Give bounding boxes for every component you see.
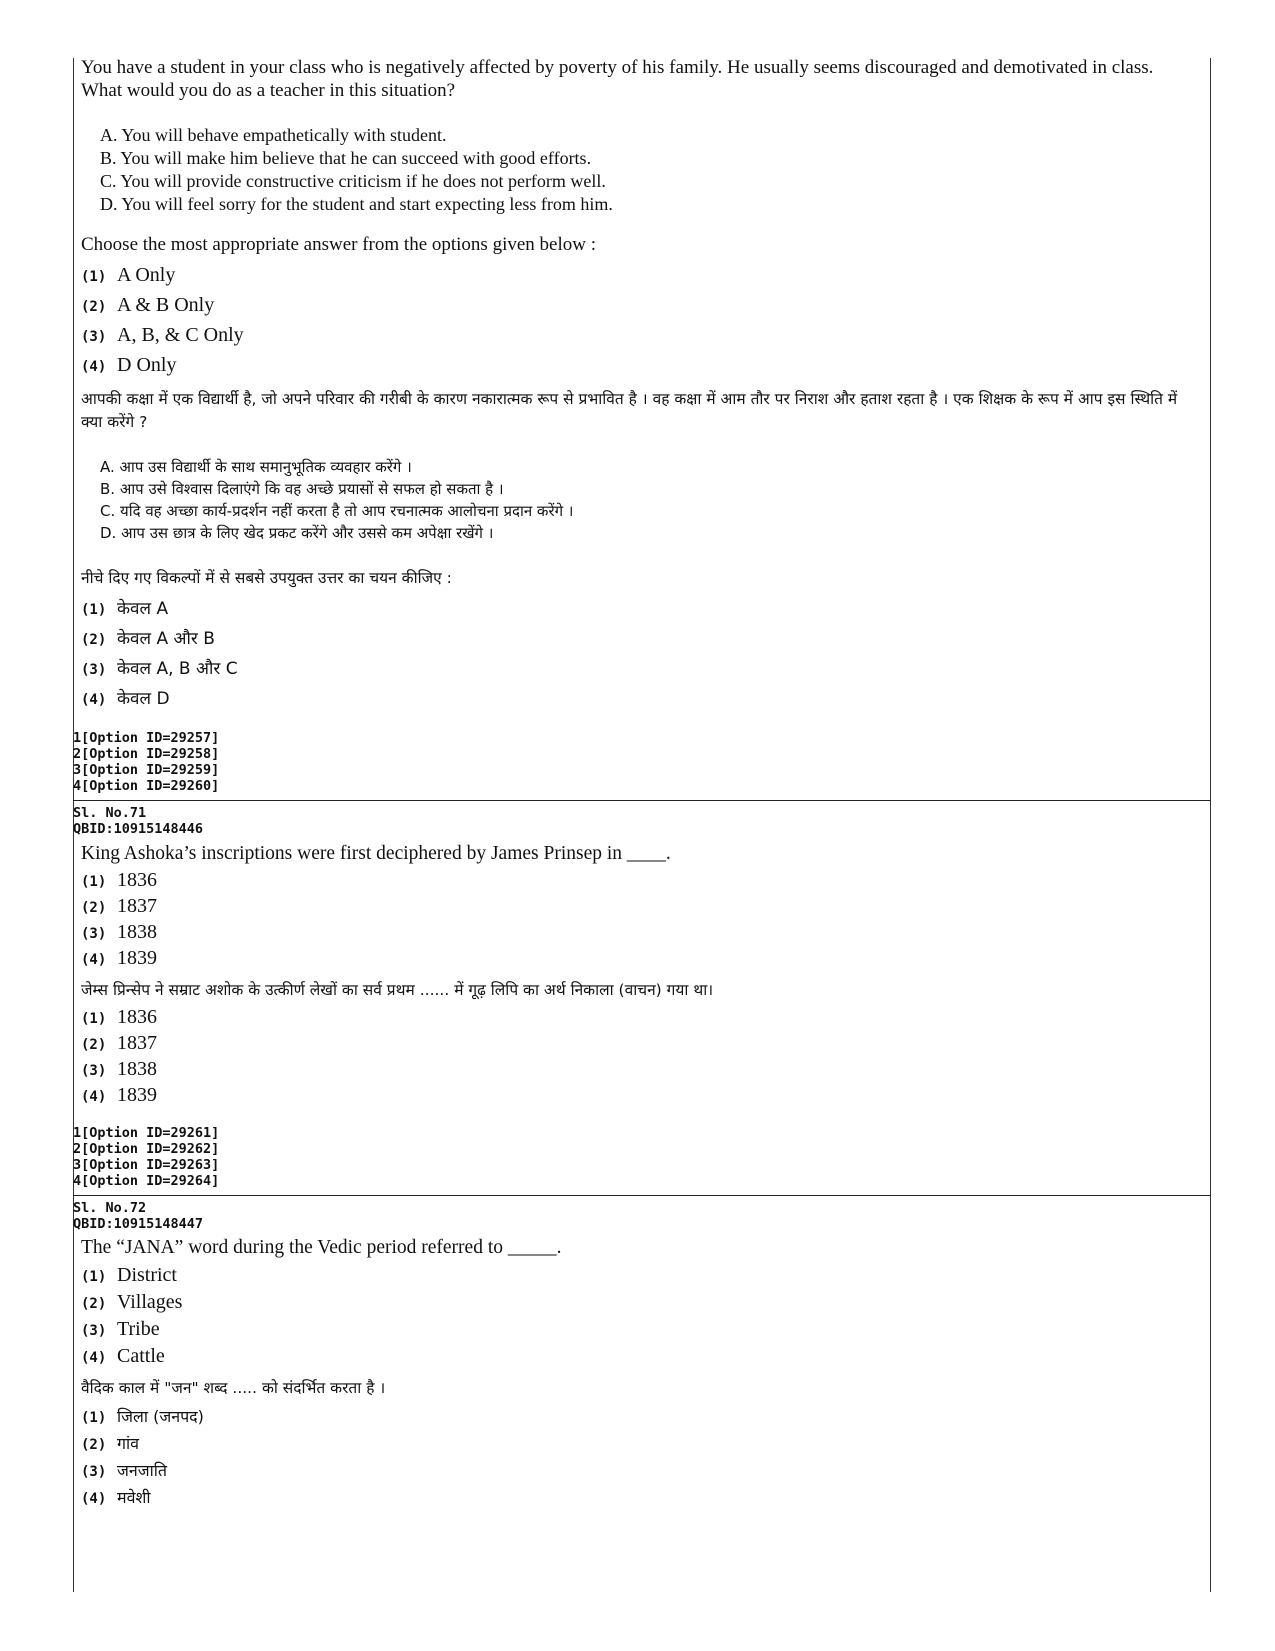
option-number: (2)	[81, 1296, 107, 1312]
options-71-hi	[73, 1006, 1211, 1110]
statement-b: B. You will make him believe that he can succeed with good efforts.	[100, 148, 592, 168]
option-4-hi	[73, 686, 1211, 716]
option-1	[73, 264, 1211, 294]
option-ids-71	[73, 1125, 1211, 1189]
option-text: जनजाति	[117, 1461, 168, 1480]
option-number: (2)	[81, 1037, 107, 1053]
option-2	[73, 294, 1211, 324]
option-number: (2)	[81, 632, 107, 648]
option-number: (3)	[81, 1464, 107, 1480]
option-number: (3)	[81, 1323, 107, 1339]
statement-d-hi: D. आप उस छात्र के लिए खेद प्रकट करेंगे और उससे कम अपेक्षा रखेंगे ।	[100, 524, 494, 542]
option-number: (1)	[81, 602, 107, 618]
option-2-hi	[73, 1032, 1211, 1058]
option-number: (1)	[81, 1011, 107, 1027]
choose-instruction-hi: नीचे दिए गए विकल्पों में से सबसे उपयुक्त उत्तर का चयन कीजिए :	[81, 569, 452, 587]
question-hi: आपकी कक्षा में एक विद्यार्थी है, जो अपने परिवार की गरीबी के कारण नकारात्मक रूप से प्रभावित है । वह कक्षा में आम तौर पर निराश और हताश रहता है । एक शिक्षक के रूप में आप इस स्थिति में क्या करेंगे ?	[81, 390, 1178, 431]
option-number: (4)	[81, 1089, 107, 1105]
option-id: 3[Option ID=29259]	[73, 762, 220, 778]
statements-en	[73, 124, 1211, 216]
option-1-hi	[73, 1405, 1211, 1432]
option-text: जिला (जनपद)	[117, 1407, 204, 1426]
option-id: 4[Option ID=29264]	[73, 1173, 220, 1189]
question-72-en: The “JANA” word during the Vedic period referred to _____.	[81, 1237, 562, 1258]
option-2-hi	[73, 626, 1211, 656]
option-text: मवेशी	[117, 1488, 151, 1507]
statements-hi	[73, 456, 1211, 544]
option-text: A Only	[117, 264, 176, 286]
option-text: A, B, & C Only	[117, 324, 244, 346]
option-id: 2[Option ID=29258]	[73, 746, 220, 762]
option-4-hi	[73, 1486, 1211, 1513]
option-2-hi	[73, 1432, 1211, 1459]
question-72-hi: वैदिक काल में "जन" शब्द ..... को संदर्भित करता है ।	[81, 1379, 386, 1397]
option-1-hi	[73, 596, 1211, 626]
option-number: (4)	[81, 1491, 107, 1507]
option-id: 3[Option ID=29263]	[73, 1157, 220, 1173]
option-1-hi	[73, 1006, 1211, 1032]
option-number: (2)	[81, 1437, 107, 1453]
option-1	[73, 1264, 1211, 1291]
question-70	[73, 56, 1211, 102]
option-text: गांव	[117, 1434, 140, 1453]
option-1	[73, 869, 1211, 895]
serial-number: Sl. No.72	[73, 1200, 147, 1216]
option-number: (1)	[81, 269, 107, 285]
option-4-hi	[73, 1084, 1211, 1110]
question-71-header	[73, 805, 1211, 837]
option-number: (1)	[81, 1410, 107, 1426]
option-3-hi	[73, 1459, 1211, 1486]
qbid: QBID:10915148446	[73, 821, 204, 837]
option-text: Tribe	[117, 1318, 160, 1340]
option-text: केवल A और B	[117, 629, 215, 649]
statement-a: A. You will behave empathetically with student.	[100, 125, 447, 145]
option-number: (1)	[81, 874, 107, 890]
question-71-en: King Ashoka’s inscriptions were first deciphered by James Prinsep in ____.	[81, 843, 671, 864]
option-3	[73, 324, 1211, 354]
option-number: (3)	[81, 662, 107, 678]
option-3	[73, 921, 1211, 947]
options-hi	[73, 596, 1211, 716]
question-divider	[73, 800, 1211, 801]
option-3-hi	[73, 656, 1211, 686]
option-text: 1836	[117, 1006, 157, 1028]
question-en: You have a student in your class who is negatively affected by poverty of his family. He usually seems discouraged and demotivated in class. What would you do as a teacher in this situation?	[81, 57, 1154, 101]
option-text: केवल A, B और C	[117, 659, 238, 679]
option-text: 1838	[117, 1058, 157, 1080]
option-text: Villages	[117, 1291, 183, 1313]
statement-a-hi: A. आप उस विद्यार्थी के साथ समानुभूतिक व्यवहार करेंगे ।	[100, 458, 412, 476]
option-number: (3)	[81, 926, 107, 942]
option-id: 1[Option ID=29257]	[73, 730, 220, 746]
options-72-hi	[73, 1405, 1211, 1513]
option-number: (3)	[81, 1063, 107, 1079]
option-4	[73, 354, 1211, 384]
option-number: (2)	[81, 900, 107, 916]
option-text: 1836	[117, 869, 157, 891]
qbid: QBID:10915148447	[73, 1216, 204, 1232]
option-text: Cattle	[117, 1345, 165, 1367]
statement-c-hi: C. यदि वह अच्छा कार्य-प्रदर्शन नहीं करता है तो आप रचनात्मक आलोचना प्रदान करेंगे ।	[100, 502, 574, 520]
option-number: (3)	[81, 329, 107, 345]
option-ids	[73, 730, 1211, 794]
option-2	[73, 895, 1211, 921]
option-3	[73, 1318, 1211, 1345]
option-4	[73, 1345, 1211, 1372]
option-text: 1839	[117, 947, 157, 969]
option-number: (4)	[81, 952, 107, 968]
option-4	[73, 947, 1211, 973]
serial-number: Sl. No.71	[73, 805, 147, 821]
choose-instruction-en: Choose the most appropriate answer from the options given below :	[81, 234, 597, 255]
options-71-en	[73, 869, 1211, 973]
statement-d: D. You will feel sorry for the student and start expecting less from him.	[100, 194, 613, 214]
option-3-hi	[73, 1058, 1211, 1084]
option-id: 1[Option ID=29261]	[73, 1125, 220, 1141]
option-text: 1838	[117, 921, 157, 943]
option-text: केवल D	[117, 689, 170, 709]
option-number: (4)	[81, 1350, 107, 1366]
option-text: 1837	[117, 1032, 157, 1054]
question-divider	[73, 1195, 1211, 1196]
option-id: 4[Option ID=29260]	[73, 778, 220, 794]
statement-b-hi: B. आप उसे विश्वास दिलाएंगे कि वह अच्छे प्रयासों से सफल हो सकता है ।	[100, 480, 504, 498]
statement-c: C. You will provide constructive criticism if he does not perform well.	[100, 171, 606, 191]
option-text: D Only	[117, 354, 177, 376]
question-71-hi: जेम्स प्रिन्सेप ने सम्राट अशोक के उत्कीर्ण लेखों का सर्व प्रथम ...... में गूढ़ लिपि का अर्थ निकाला (वाचन) गया था।	[81, 981, 714, 999]
option-number: (4)	[81, 692, 107, 708]
option-2	[73, 1291, 1211, 1318]
option-number: (2)	[81, 299, 107, 315]
option-number: (4)	[81, 359, 107, 375]
option-id: 2[Option ID=29262]	[73, 1141, 220, 1157]
option-text: 1839	[117, 1084, 157, 1106]
option-number: (1)	[81, 1269, 107, 1285]
question-72-header	[73, 1200, 1211, 1232]
option-text: 1837	[117, 895, 157, 917]
options-en	[73, 264, 1211, 384]
option-text: केवल A	[117, 599, 169, 619]
options-72-en	[73, 1264, 1211, 1372]
option-text: District	[117, 1264, 177, 1286]
option-text: A & B Only	[117, 294, 215, 316]
